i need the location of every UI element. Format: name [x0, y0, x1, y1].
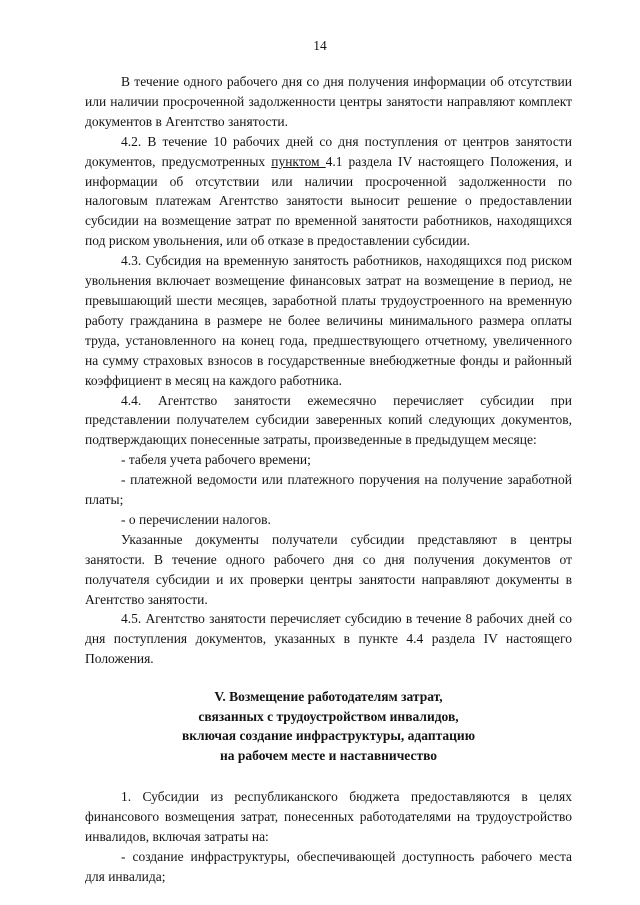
paragraph-4-3: 4.3. Субсидия на временную занятость работников, находящихся под риском увольнения включает возмещение финансовых затрат на возмещение в период, не превышающий шести месяцев, заработной платы трудоустроенного на временную работу гражданина в размере не более величины минимального размера оплаты труда, установленного на конец года, предшествующего отчетному, увеличенного на сумму страховых взносов в государственные внебюджетные фонды и районный коэффициент в месяц на каждого работника. [85, 253, 572, 388]
paragraph-4-2-link: пунктом [271, 153, 326, 169]
section-heading-line: включая создание инфраструктуры, адаптацию [181, 728, 476, 744]
bullet-infrastructure: - создание инфраструктуры, обеспечивающей доступность рабочего места для инвалида; [85, 848, 572, 884]
paragraph-documents-submission: Указанные документы получатели субсидии представляют в центры занятости. В течение одного рабочего дня со дня получения документов от получателя субсидии и их проверки центры занятости направляют документы в Агентство занятости. [85, 531, 572, 607]
paragraph-4-5: 4.5. Агентство занятости перечисляет субсидию в течение 8 рабочих дней со дня поступления документов, указанных в пункте 4.4 раздела IV настоящего Положения. [85, 611, 572, 667]
paragraph-section-5-1: 1. Субсидии из республиканского бюджета предоставляются в целях финансового возмещения затрат, понесенных работодателями на трудоустройство инвалидов, включая затраты на: [85, 789, 572, 844]
paragraph-4-2-text-end: 4.1 раздела IV настоящего Положения, и информации об отсутствии или наличии просроченной задолженности по налоговым платежам Агентство занятости выносит решение о предоставлении субсидии на возмещение затрат по временной занятости работников, находящихся под риском увольнения, или об отказе в предоставлении субсидии. [85, 153, 572, 249]
paragraph-4-4: 4.4. Агентство занятости ежемесячно перечисляет субсидии при представлении получателем субсидии заверенных копий следующих документов, подтверждающих понесенные затраты, произведенные в предыдущем месяце: [85, 392, 572, 448]
section-heading-line: на рабочем месте и наставничество [219, 747, 438, 763]
paragraph-4-2-text-start: 4.2. В течение 10 рабочих дней со дня поступления от центров занятости документов, предусмотренных [85, 133, 572, 169]
document-body [85, 72, 572, 887]
bullet-timesheet: - табеля учета рабочего времени; [121, 452, 311, 468]
bullet-payroll: - платежной ведомости или платежного поручения на получение заработной платы; [85, 472, 572, 508]
section-heading [85, 687, 572, 765]
section-heading-line: V. Возмещение работодателям затрат, [214, 689, 443, 705]
bullet-taxes: - о перечислении налогов. [121, 511, 271, 527]
page-number: 14 [313, 38, 327, 53]
paragraph-notification: В течение одного рабочего дня со дня получения информации об отсутствии или наличии просроченной задолженности центры занятости направляют комплект документов в Агентство занятости. [85, 74, 572, 129]
paragraph-4-2 [85, 132, 572, 251]
section-heading-line: связанных с трудоустройством инвалидов, [198, 708, 459, 724]
